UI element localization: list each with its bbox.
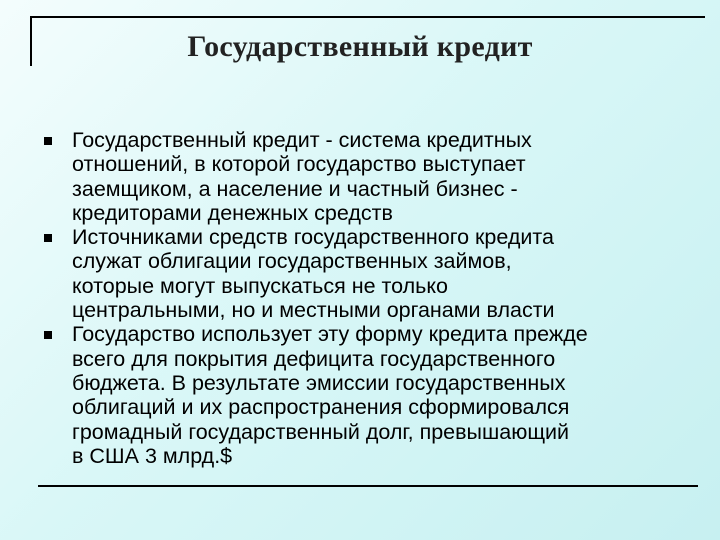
bullet-text-line: Источниками средств государственного кредита: [72, 225, 554, 250]
bullet-text-line: которые могут выпускаться не только: [72, 273, 448, 298]
bullet-item: [44, 225, 684, 322]
bullet-text-line: Государственный кредит - система кредитных: [72, 128, 532, 152]
square-bullet-icon: [44, 234, 52, 242]
bullet-text-line: отношений, в которой государство выступает: [72, 152, 526, 177]
bullet-text-line: центральными, но и местными органами власти: [72, 298, 555, 323]
bullet-text-line: всего для покрытия дефицита государственного: [72, 346, 556, 371]
frame-top-line: [30, 16, 705, 18]
bullet-text-line: кредиторами денежных средств: [72, 200, 393, 225]
bullet-item: [44, 322, 684, 468]
bullet-text-line: служат облигации государственных займов,: [72, 249, 512, 274]
square-bullet-icon: [44, 331, 52, 339]
square-bullet-icon: [44, 137, 52, 145]
bullet-text-line: бюджета. В результате эмиссии государственных: [72, 370, 566, 395]
bullet-text-line: облигаций и их распространения сформировался: [72, 395, 570, 420]
slide-title: Государственный кредит: [187, 30, 533, 63]
bullet-item: [44, 128, 684, 225]
bullet-text-line: заемщиком, а население и частный бизнес -: [72, 176, 518, 201]
frame-bottom-line: [38, 485, 698, 487]
bullet-text-line: Государство использует эту форму кредита прежде: [72, 322, 588, 347]
bullet-text-line: громадный государственный долг, превышающий: [72, 419, 570, 444]
bullet-text-line: в США 3 млрд.$: [72, 443, 233, 468]
bullet-list: [44, 128, 684, 468]
